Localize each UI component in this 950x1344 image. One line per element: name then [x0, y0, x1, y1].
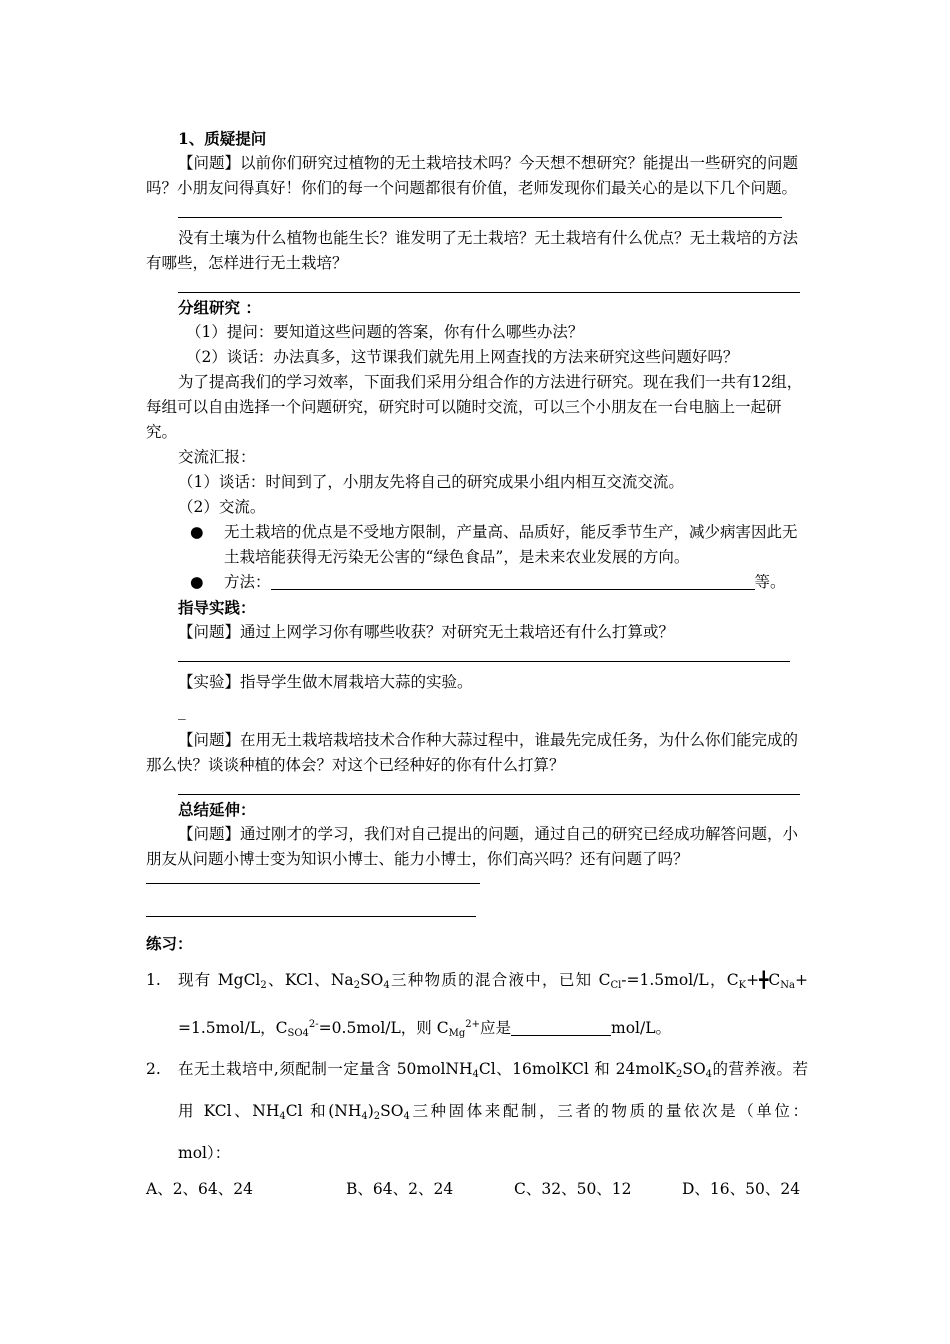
exercise-number: 1. — [146, 971, 161, 989]
exercise-2: 2. 在无土栽培中,须配制一定量含 50molNH$_4$Cl、16molKCl 和 $24molK_2SO_4$的营养液。若 用 KCl、$NH_4Cl$ 和$(NH_4)_2SO_4$三种固体来配制，三者的物质的量依次是（单位： mol）： — [146, 1057, 808, 1166]
section-heading-summary: 总结延伸： — [178, 800, 256, 819]
bullet-icon: ● — [190, 523, 204, 541]
methods-label: 方法： — [224, 573, 271, 591]
study-item-1: （1）提问：要知道这些问题的答案，你有什么哪些办法？ — [186, 323, 584, 341]
practice-question-2: 【问题】在用无土栽培栽培技术合作种大蒜过程中，谁最先完成任务，为什么你们能完成的那么快？谈谈种植的体会？对这个已经种好的你有什么打算？ — [146, 731, 799, 774]
bullet-text: 无土栽培的优点是不受地方限制，产量高、品质好，能反季节生产，减少病害因此无土栽培能获得无污染无公害的“绿色食品”，是未来农业发展的方向。 — [224, 523, 798, 566]
blank-line — [146, 883, 480, 884]
study-item-2: （2）谈话：办法真多，这节课我们就先用上网查找的方法来研究这些问题好吗？ — [186, 348, 739, 366]
blank-line — [146, 916, 476, 917]
option-d: D、16、50、24 — [682, 1180, 801, 1198]
intro-paragraph: 【问题】以前你们研究过植物的无土栽培技术吗？今天想不想研究？能提出一些研究的问题吗？小朋友问得真好！你们的每一个问题都很有价值，老师发现你们最关心的是以下几个问题。 — [146, 154, 799, 197]
report-heading: 交流汇报： — [178, 448, 256, 466]
questions-paragraph: 没有土壤为什么植物也能生长？谁发明了无土栽培？无土栽培有什么优点？无土栽培的方法有哪些，怎样进行无土栽培？ — [146, 229, 799, 272]
summary-question: 【问题】通过刚才的学习，我们对自己提出的问题，通过自己的研究已经成功解答问题，小朋友从问题小博士变为知识小博士、能力小博士，你们高兴吗？还有问题了吗？ — [146, 825, 799, 868]
blank-line — [178, 661, 790, 662]
methods-suffix: 等。 — [754, 573, 786, 591]
blank-line — [178, 292, 800, 293]
option-a: A、2、64、24 — [146, 1180, 254, 1198]
blank-line — [178, 794, 800, 795]
report-item-2: （2）交流。 — [178, 498, 266, 516]
dash-mark: _ — [178, 702, 186, 720]
group-paragraph: 为了提高我们的学习效率，下面我们采用分组合作的方法进行研究。现在我们一共有12组，每组可以自由选择一个问题研究，研究时可以随时交流，可以三个小朋友在一台电脑上一起研究。 — [146, 373, 803, 441]
bullet-methods — [146, 570, 808, 595]
document-page — [146, 126, 808, 1202]
report-item-1: （1）谈话：时间到了，小朋友先将自己的研究成果小组内相互交流交流。 — [178, 473, 684, 491]
methods-blank — [271, 573, 755, 590]
answer-blank — [511, 1019, 611, 1036]
section-heading-questioning: 1、质疑提问 — [178, 129, 267, 148]
exercise-1-line-2: =1.5mol/L，$C_{SO4}^{2-}=0.5mol/L$，则 $C_{Mg}^{2+}$应是 mol/L。 — [178, 1019, 672, 1039]
exercises-heading: 练习： — [146, 934, 193, 953]
exercise-1: 1. 现有 MgCl$_2$、KCl、$Na_2SO_4$三种物质的混合液中，已知 $C_{Cl}-=1.5mol/L$，$C_K+╋C_{Na}+$ — [146, 968, 808, 998]
option-c: C、32、50、12 — [514, 1180, 632, 1198]
exercise-number: 2. — [146, 1060, 161, 1078]
practice-question-1: 【问题】通过上网学习你有哪些收获？对研究无土栽培还有什么打算或？ — [178, 623, 675, 641]
experiment-line: 【实验】指导学生做木屑栽培大蒜的实验。 — [178, 673, 473, 691]
blank-line — [178, 217, 782, 218]
option-b: B、64、2、24 — [346, 1180, 454, 1198]
bullet-advantages — [146, 520, 808, 570]
answer-options — [146, 1177, 808, 1202]
section-heading-group-study: 分组研究 ： — [178, 298, 261, 317]
section-heading-practice: 指导实践： — [178, 598, 256, 617]
bullet-icon: ● — [190, 573, 204, 591]
